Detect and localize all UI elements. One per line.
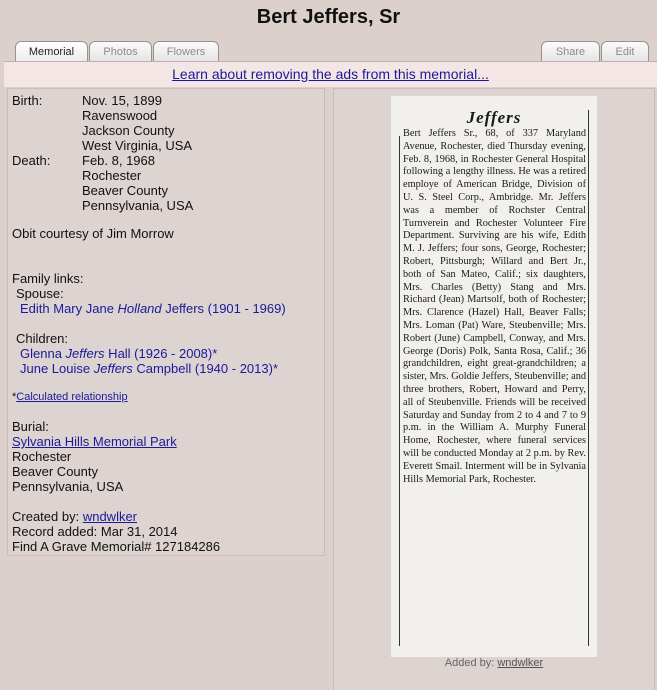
- death-city: Rochester: [82, 168, 142, 183]
- share-button[interactable]: Share: [541, 41, 600, 62]
- birth-city: Ravenswood: [82, 108, 158, 123]
- added-by: [334, 657, 654, 669]
- page-title: Bert Jeffers, Sr: [256, 6, 401, 28]
- calc-marker: *: [272, 361, 279, 376]
- burial-state: Pennsylvania, USA: [12, 479, 124, 494]
- child-surname-dates: Hall (1926 - 2008): [104, 346, 213, 361]
- child-link[interactable]: [20, 361, 278, 376]
- tab-photos[interactable]: Photos: [89, 41, 152, 62]
- creator-link[interactable]: wndwlker: [82, 509, 138, 524]
- child-link[interactable]: [20, 346, 217, 361]
- spouse-maiden-name: Holland: [117, 301, 162, 316]
- obit-note: Obit courtesy of Jim Morrow: [12, 226, 174, 241]
- spouse-label: Spouse:: [16, 286, 64, 301]
- calculated-relationship-note: [12, 390, 128, 405]
- clipping-column-rule: [399, 136, 400, 646]
- added-by-link[interactable]: wndwlker: [497, 657, 544, 669]
- record-added: Record added: Mar 31, 2014: [12, 524, 178, 539]
- remove-ads-link[interactable]: Learn about removing the ads from this memorial...: [172, 66, 489, 82]
- child-first-names: Glenna: [20, 346, 66, 361]
- memorial-id: Find A Grave Memorial# 127184286: [12, 539, 221, 554]
- children-label: Children:: [16, 331, 69, 346]
- calc-star: *: [12, 391, 17, 403]
- edit-button[interactable]: Edit: [601, 41, 649, 62]
- spouse-surname-dates: Jeffers (1901 - 1969): [161, 301, 286, 316]
- clipping-heading: Jeffers: [466, 108, 522, 127]
- birth-county: Jackson County: [82, 123, 175, 138]
- death-label: Death:: [12, 153, 51, 168]
- clipping-column-rule: [588, 110, 589, 646]
- created-by: [12, 509, 137, 524]
- clipping-text: Bert Jeffers Sr., 68, of 337 Maryland Avenue, Rochester, died Thursday evening, Feb. 8, 1968, in Rochester General Hospital following a lengthy illness. He was a retired employe of American Bridge, Division of U. S. Steel Corp., Ambridge. Mr. Jeffers was a member of Rochster Central Turnverein and Rochester Volunteer Fire Department. Surviving are his wife, Edith M. J. Jeffers; four sons, George, Rochester; Robert, Pittsburgh; Willard and Bert Jr., both of San Mateo, Calif.; six daughters, Mrs. Charles (Betty) Stang and Mrs. Richard (Jean) Martsolf, both of Rochester; Mrs. Clarence (Hazel) Hall, Beaver Falls; Mrs. Loman (Pat) Ware, Steubenville; Mrs. Robert (June) Campbell, Conway, and Mrs. George (Doris) Polk, Santa Rosa, Calif.; 36 grandchildren, eight great-grandchildren; a sister, Mrs. Goldie Jeffers, Steubenville; and three brothers, Robert, Howard and Perry, all of Steubenville. Friends will be received Saturday and Sunday from 2 to 4 and 7 to 9 p.m. in the William A. Murphy Funeral Home, Rochester, where funeral services will be conducted Monday at 2 p.m. by Rev. Everett Smail. Interment will be in Sylvania Hills Memorial Park, Rochester.: [403, 128, 586, 485]
- photo-panel: [333, 88, 655, 690]
- family-links-heading: Family links:: [12, 271, 84, 286]
- birth-date: Nov. 15, 1899: [82, 93, 162, 108]
- birth-label: Birth:: [12, 93, 43, 108]
- memorial-details-panel: [7, 88, 325, 556]
- child-maiden-name: Jeffers: [93, 361, 133, 376]
- tab-memorial[interactable]: Memorial: [15, 41, 88, 62]
- burial-label: Burial:: [12, 419, 49, 434]
- ad-bar: [4, 61, 657, 87]
- burial-city: Rochester: [12, 449, 72, 464]
- calc-marker: *: [212, 346, 218, 361]
- spouse-link[interactable]: [20, 301, 286, 316]
- death-state: Pennsylvania, USA: [82, 198, 194, 213]
- cemetery-link[interactable]: Sylvania Hills Memorial Park: [12, 434, 177, 449]
- child-maiden-name: Jeffers: [65, 346, 105, 361]
- created-by-label: Created by:: [12, 509, 83, 524]
- birth-state: West Virginia, USA: [82, 138, 193, 153]
- added-by-label: Added by:: [444, 657, 498, 669]
- burial-county: Beaver County: [12, 464, 98, 479]
- child-surname-dates: Campbell (1940 - 2013): [132, 361, 273, 376]
- child-first-names: June Louise: [20, 361, 94, 376]
- obituary-clipping-image[interactable]: [391, 96, 597, 657]
- spouse-first-names: Edith Mary Jane: [20, 301, 118, 316]
- tab-flowers[interactable]: Flowers: [153, 41, 219, 62]
- death-date: Feb. 8, 1968: [82, 153, 155, 168]
- calculated-relationship-link[interactable]: Calculated relationship: [16, 391, 128, 403]
- death-county: Beaver County: [82, 183, 168, 198]
